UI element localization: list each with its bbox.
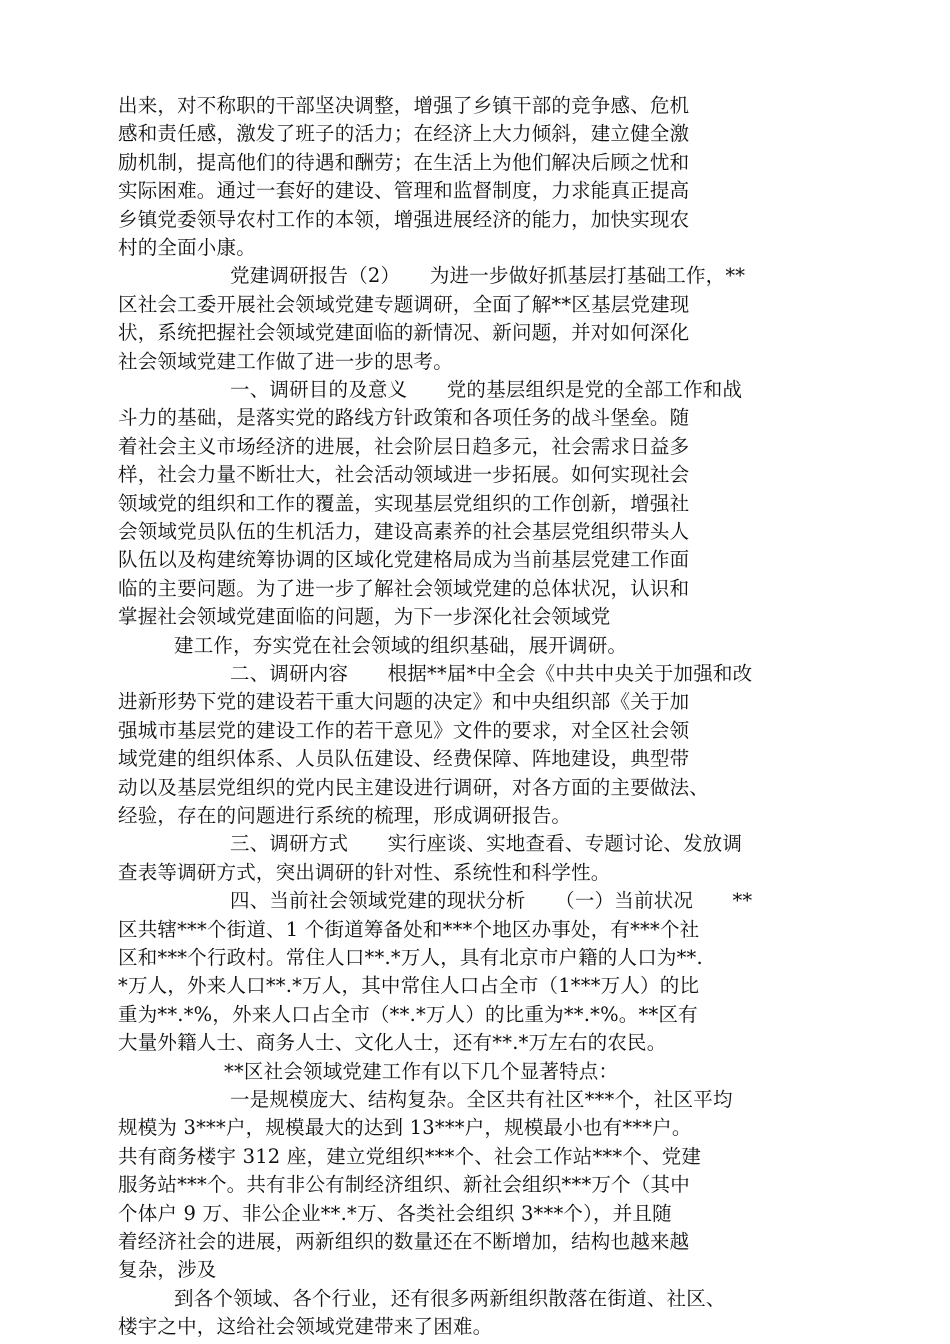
text-line: 感和责任感，激发了班子的活力；在经济上大力倾斜，建立健全激 xyxy=(118,122,690,146)
text-line: 经验，存在的问题进行系统的梳理，形成调研报告。 xyxy=(118,804,572,827)
text-line: 着经济社会的进展，两新组织的数量还在不断增加，结构也越来越 xyxy=(118,1230,690,1253)
text-line: **区社会领域党建工作有以下几个显著特点： xyxy=(224,1059,619,1083)
text-line: 斗力的基础，是落实党的路线方针政策和各项任务的战斗堡垒。随 xyxy=(118,406,690,430)
text-line: 出来，对不称职的干部坚决调整，增强了乡镇干部的竞争感、危机 xyxy=(118,94,690,117)
text-line: 励机制，提高他们的待遇和酬劳；在生活上为他们解决后顾之忧和 xyxy=(118,150,690,174)
text-line: 重为**.*%，外来人口占全市（**.*万人）的比重为**.*%。**区有 xyxy=(118,1002,698,1026)
text-line: 查表等调研方式，突出调研的针对性、系统性和科学性。 xyxy=(118,860,611,884)
text-line: 强城市基层党的建设工作的若干意见》文件的要求，对全区社会领 xyxy=(118,718,690,742)
text-line: 会领域党员队伍的生机活力，建设高素养的社会基层党组织带头人 xyxy=(118,520,690,543)
text-line: 党建调研报告（2） 为进一步做好抓基层打基础工作，** xyxy=(230,264,746,288)
text-line: 服务站***个。共有非公有制经济组织、新社会组织***万个（其中 xyxy=(118,1173,690,1197)
text-line: 着社会主义市场经济的进展，社会阶层日趋多元，社会需求日益多 xyxy=(118,434,690,458)
text-line: 大量外籍人士、商务人士、文化人士，还有**.*万左右的农民。 xyxy=(118,1031,667,1055)
text-line: 到各个领域、各个行业，还有很多两新组织散落在街道、社区、 xyxy=(174,1286,726,1310)
text-line: 临的主要问题。为了进一步了解社会领域党建的总体状况，认识和 xyxy=(118,576,690,600)
text-line: 掌握社会领域党建面临的问题，为下一步深化社会领域党 xyxy=(118,605,611,629)
text-line: 一是规模庞大、结构复杂。全区共有社区***个，社区平均 xyxy=(230,1088,733,1111)
text-line: 乡镇党委领导农村工作的本领，增强进展经济的能力，加快实现农 xyxy=(118,207,690,231)
text-line: 域党建的组织体系、人员队伍建设、经费保障、阵地建设，典型带 xyxy=(118,747,690,771)
text-line: 区和***个行政村。常住人口**.*万人，具有北京市户籍的人口为**. xyxy=(118,946,703,969)
text-line: 复杂，涉及 xyxy=(118,1258,217,1282)
text-line: 四、当前社会领域党建的现状分析 （一）当前状况 ** xyxy=(230,889,753,913)
text-line: 共有商务楼宇 312 座，建立党组织***个、社会工作站***个、党建 xyxy=(118,1144,702,1168)
text-line: 一、调研目的及意义 党的基层组织是党的全部工作和战 xyxy=(230,378,743,401)
text-line: 进新形势下党的建设若干重大问题的决定》和中央组织部《关于加 xyxy=(118,690,690,714)
text-line: 楼宇之中，这给社会领域党建带来了困难。 xyxy=(118,1315,493,1339)
text-line: 社会领域党建工作做了进一步的思考。 xyxy=(118,349,453,373)
text-line: 规模为 3***户，规模最大的达到 13***户，规模最小也有***户。 xyxy=(118,1116,692,1140)
text-line: 建工作，夯实党在社会领域的组织基础，展开调研。 xyxy=(174,633,628,657)
text-line: 个体户 9 万、非公企业**.*万、各类社会组织 3***个），并且随 xyxy=(118,1201,672,1225)
text-line: 状，系统把握社会领域党建面临的新情况、新问题，并对如何深化 xyxy=(118,321,690,345)
text-line: 区社会工委开展社会领域党建专题调研，全面了解**区基层党建现 xyxy=(118,292,690,316)
text-line: 村的全面小康。 xyxy=(118,236,256,259)
text-line: 实际困难。通过一套好的建设、管理和监督制度，力求能真正提高 xyxy=(118,179,690,203)
text-line: 二、调研内容 根据**届*中全会《中共中央关于加强和改 xyxy=(230,662,753,685)
text-line: 动以及基层党组织的党内民主建设进行调研，对各方面的主要做法、 xyxy=(118,775,710,799)
text-line: 区共辖***个街道、1 个街道筹备处和***个地区办事处，有***个社 xyxy=(118,917,700,941)
text-line: 样，社会力量不断壮大，社会活动领域进一步拓展。如何实现社会 xyxy=(118,463,690,487)
text-line: 三、调研方式 实行座谈、实地查看、专题讨论、发放调 xyxy=(230,832,743,856)
text-line: *万人，外来人口**.*万人，其中常住人口占全市（1***万人）的比 xyxy=(118,974,700,998)
text-line: 队伍以及构建统筹协调的区域化党建格局成为当前基层党建工作面 xyxy=(118,548,690,572)
text-line: 领域党的组织和工作的覆盖，实现基层党组织的工作创新，增强社 xyxy=(118,491,690,515)
